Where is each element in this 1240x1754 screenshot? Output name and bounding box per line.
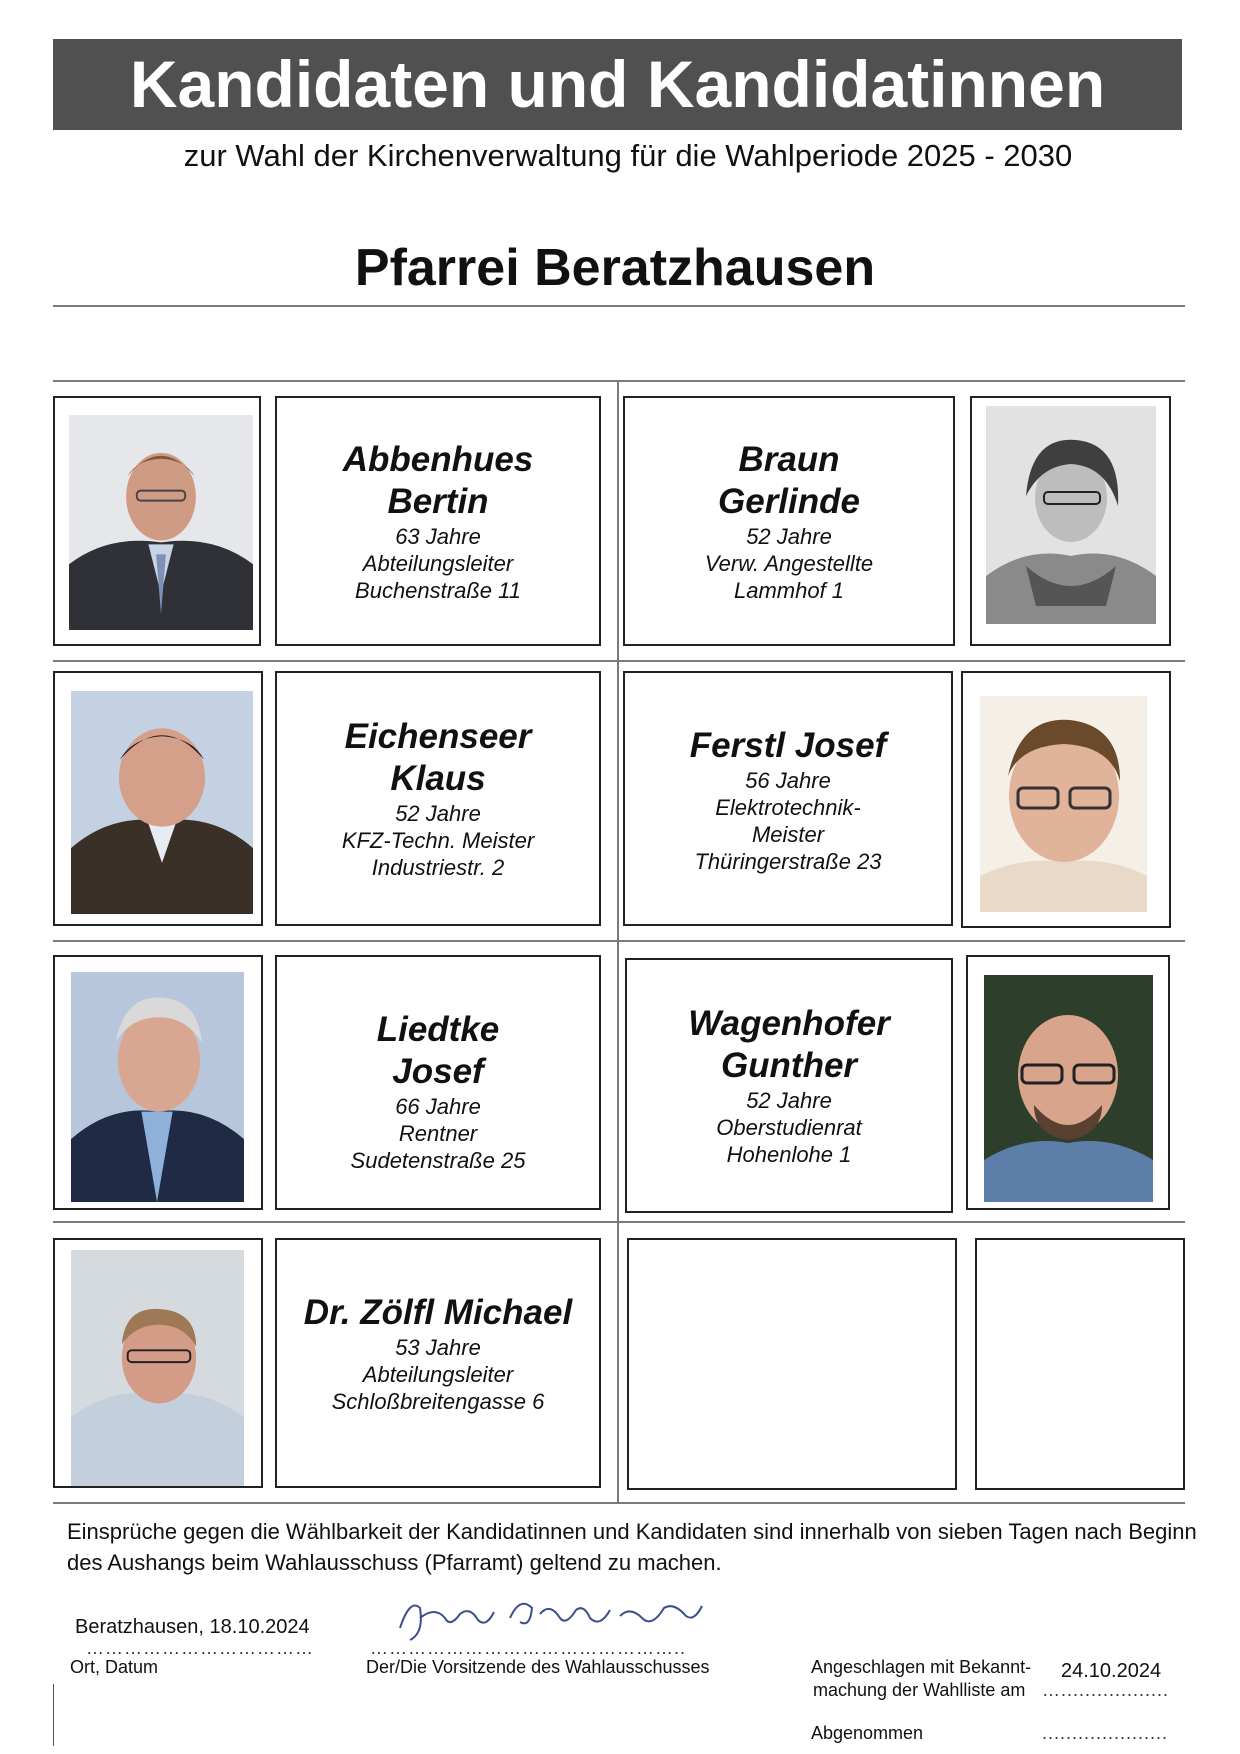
candidate-age: 52 Jahre (746, 523, 832, 549)
candidate-card-abbenhues (275, 396, 601, 646)
candidate-name: Abbenhues Bertin (342, 439, 534, 521)
candidate-photo-abbenhues (53, 396, 261, 646)
candidate-photo-braun (970, 396, 1171, 646)
divider (53, 660, 1185, 662)
candidate-occupation: Verw. Angestellte (704, 550, 874, 576)
place-date-line: ……………………………… (86, 1638, 314, 1658)
candidate-name: Eichenseer Klaus (344, 717, 532, 798)
chair-label: Der/Die Vorsitzende des Wahlausschusses (366, 1657, 710, 1677)
subtitle: zur Wahl der Kirchenverwaltung für die Wahlperiode 2025 - 2030 (183, 138, 1073, 173)
posted-label-line2: machung der Wahlliste am (813, 1680, 1026, 1700)
candidate-photo-liedtke (53, 955, 263, 1210)
candidate-card-ferstl (623, 671, 953, 926)
margin-mark (53, 1684, 54, 1746)
candidate-photo-ferstl (961, 671, 1171, 928)
candidate-occupation: Rentner (398, 1121, 478, 1146)
page-title: Kandidaten und Kandidatinnen (53, 39, 1182, 130)
candidate-age: 53 Jahre (395, 1335, 481, 1360)
candidate-photo-wagenhofer (966, 955, 1170, 1210)
candidate-address: Hohenlohe 1 (726, 1142, 852, 1167)
candidate-occupation: Abteilungsleiter (362, 1362, 514, 1387)
candidate-address: Sudetenstraße 25 (350, 1148, 526, 1173)
removed-date-line: ..................... (1042, 1723, 1169, 1743)
candidate-address: Thüringerstraße 23 (694, 849, 882, 874)
candidate-age: 63 Jahre (395, 523, 481, 549)
place-date-value: Beratzhausen, 18.10.2024 (75, 1616, 310, 1638)
posted-label-line1: Angeschlagen mit Bekannt- (811, 1657, 1032, 1677)
candidate-name: Wagenhofer Gunther (688, 1004, 890, 1085)
candidate-occupation: Abteilungsleiter (362, 550, 514, 576)
divider (53, 1502, 1185, 1504)
divider (53, 380, 1185, 382)
candidate-name: Ferstl Josef (689, 726, 887, 765)
candidate-card-wagenhofer (625, 958, 953, 1213)
candidate-card-liedtke (275, 955, 601, 1210)
candidate-occupation: Oberstudienrat (716, 1115, 862, 1140)
candidate-occupation: KFZ-Techn. Meister (341, 828, 535, 853)
removed-label: Abgenommen (811, 1723, 924, 1743)
grid-vertical-divider (617, 381, 619, 1502)
chair-signature-line: ………………………………………….. (370, 1638, 687, 1658)
candidate-address: Industriestr. 2 (371, 855, 505, 880)
candidate-card-eichenseer (275, 671, 601, 926)
candidate-age: 52 Jahre (395, 801, 481, 826)
candidate-photo-eichenseer (53, 671, 263, 926)
candidate-age: 56 Jahre (745, 768, 831, 793)
candidate-address: Schloßbreitengasse 6 (331, 1389, 545, 1414)
parish-heading: Pfarrei Beratzhausen (354, 239, 876, 297)
candidate-card-braun (623, 396, 955, 646)
candidate-occupation: Elektrotechnik-Meister (715, 795, 861, 847)
objection-notice: Einsprüche gegen die Wählbarkeit der Kandidatinnen und Kandidaten sind innerhalb von sieben Tagen nach Beginn des Aushangs beim Wahlausschuss (Pfarramt) geltend zu machen. (67, 1519, 1197, 1575)
place-date-label: Ort, Datum (70, 1657, 159, 1677)
candidate-age: 66 Jahre (395, 1094, 481, 1119)
posted-date: 24.10.2024 (1061, 1660, 1162, 1682)
candidate-card-zoelfl (275, 1238, 601, 1488)
divider (53, 1221, 1185, 1223)
divider (53, 940, 1185, 942)
empty-candidate-photo (975, 1238, 1185, 1490)
candidate-age: 52 Jahre (746, 1088, 832, 1113)
candidate-address: Buchenstraße 11 (355, 577, 521, 603)
posted-date-line: ….................. (1042, 1680, 1170, 1700)
candidate-name: Dr. Zölfl Michael (303, 1293, 573, 1332)
candidate-name: Braun Gerlinde (718, 439, 860, 521)
candidate-address: Lammhof 1 (733, 577, 845, 603)
candidate-photo-zoelfl (53, 1238, 263, 1488)
empty-candidate-card (627, 1238, 957, 1490)
candidate-name: Liedtke Josef (376, 1010, 500, 1091)
divider (53, 305, 1185, 307)
